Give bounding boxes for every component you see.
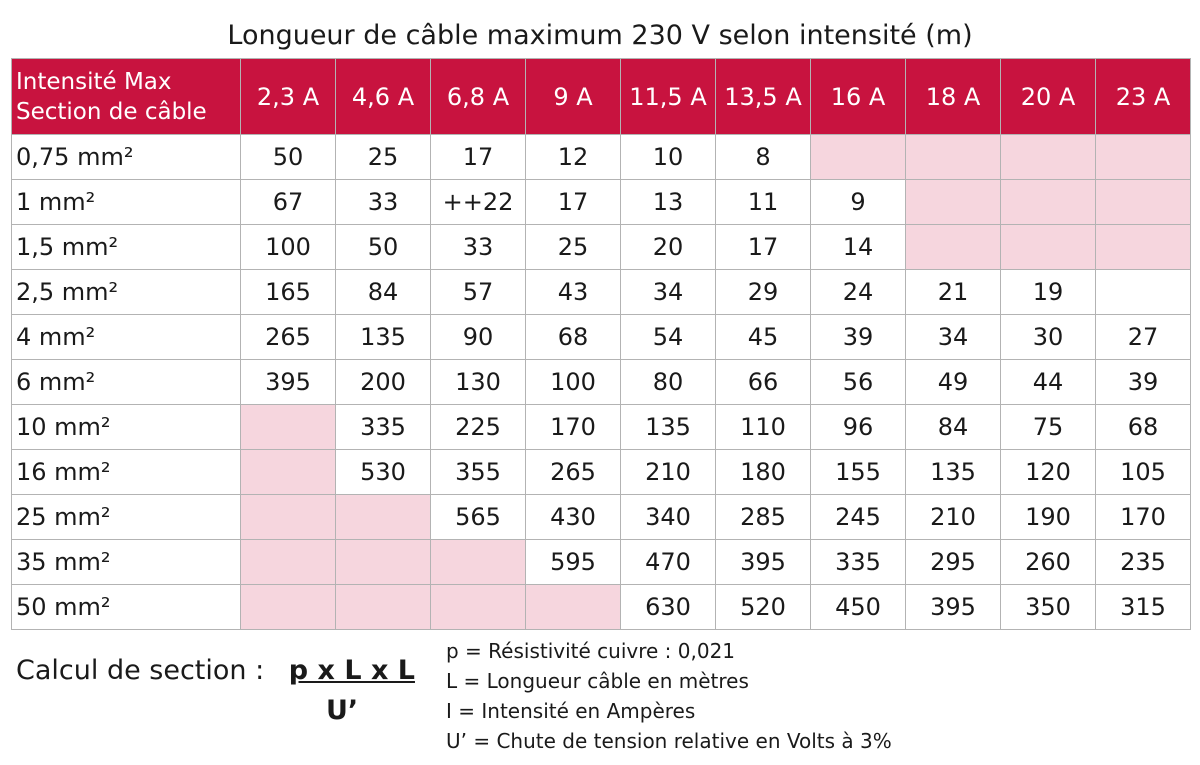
column-header: 6,8 A	[431, 59, 526, 135]
length-cell: 27	[1096, 315, 1191, 360]
length-cell: 39	[811, 315, 906, 360]
length-cell: 285	[716, 495, 811, 540]
cable-length-table	[11, 58, 1191, 630]
row-header-section: 1 mm²	[12, 180, 241, 225]
length-cell: 595	[526, 540, 621, 585]
length-cell: 17	[716, 225, 811, 270]
unavailable-cell	[906, 225, 1001, 270]
length-cell: 24	[811, 270, 906, 315]
unavailable-cell	[336, 540, 431, 585]
legend-item-resistivity: p = Résistivité cuivre : 0,021	[446, 639, 736, 663]
unavailable-cell	[241, 585, 336, 630]
length-cell: 265	[241, 315, 336, 360]
unavailable-cell	[1001, 180, 1096, 225]
table-row	[12, 495, 1191, 540]
length-cell: 130	[431, 360, 526, 405]
column-header: 2,3 A	[241, 59, 336, 135]
legend-item-length: L = Longueur câble en mètres	[446, 669, 749, 693]
length-cell: 19	[1001, 270, 1096, 315]
length-cell: 84	[906, 405, 1001, 450]
length-cell: 235	[1096, 540, 1191, 585]
length-cell: 135	[336, 315, 431, 360]
length-cell: 84	[336, 270, 431, 315]
table-row	[12, 450, 1191, 495]
unavailable-cell	[1096, 225, 1191, 270]
table-row	[12, 315, 1191, 360]
length-cell: 13	[621, 180, 716, 225]
length-cell: 335	[811, 540, 906, 585]
table-body	[12, 135, 1191, 630]
row-header-section: 50 mm²	[12, 585, 241, 630]
unavailable-cell	[431, 540, 526, 585]
length-cell: 190	[1001, 495, 1096, 540]
table-row	[12, 135, 1191, 180]
unavailable-cell	[526, 585, 621, 630]
length-cell: 335	[336, 405, 431, 450]
length-cell: 75	[1001, 405, 1096, 450]
table-row	[12, 540, 1191, 585]
length-cell: 68	[1096, 405, 1191, 450]
length-cell: 25	[526, 225, 621, 270]
length-cell: 355	[431, 450, 526, 495]
row-header-section: 25 mm²	[12, 495, 241, 540]
length-cell: 14	[811, 225, 906, 270]
row-header-section: 4 mm²	[12, 315, 241, 360]
length-cell: 565	[431, 495, 526, 540]
length-cell: 450	[811, 585, 906, 630]
row-header-section: 10 mm²	[12, 405, 241, 450]
length-cell: 68	[526, 315, 621, 360]
length-cell: 25	[336, 135, 431, 180]
length-cell: 340	[621, 495, 716, 540]
table-row	[12, 405, 1191, 450]
row-header-section: 0,75 mm²	[12, 135, 241, 180]
length-cell: 430	[526, 495, 621, 540]
length-cell: 170	[1096, 495, 1191, 540]
corner-label-section: Section de câble	[16, 98, 207, 125]
row-header-section: 2,5 mm²	[12, 270, 241, 315]
length-cell: 80	[621, 360, 716, 405]
length-cell: 33	[336, 180, 431, 225]
length-cell: 17	[431, 135, 526, 180]
row-header-section: 6 mm²	[12, 360, 241, 405]
column-header: 23 A	[1096, 59, 1191, 135]
table-header-row	[12, 59, 1191, 135]
length-cell: 210	[906, 495, 1001, 540]
length-cell: 100	[241, 225, 336, 270]
unavailable-cell	[336, 495, 431, 540]
column-header: 9 A	[526, 59, 621, 135]
length-cell: 9	[811, 180, 906, 225]
table-row	[12, 180, 1191, 225]
length-cell: 630	[621, 585, 716, 630]
unavailable-cell	[241, 495, 336, 540]
length-cell: 225	[431, 405, 526, 450]
length-cell: 45	[716, 315, 811, 360]
length-cell: 120	[1001, 450, 1096, 495]
length-cell: 135	[906, 450, 1001, 495]
length-cell: 11	[716, 180, 811, 225]
unavailable-cell	[1096, 135, 1191, 180]
length-cell: 105	[1096, 450, 1191, 495]
row-header-section: 16 mm²	[12, 450, 241, 495]
length-cell: 155	[811, 450, 906, 495]
length-cell: 180	[716, 450, 811, 495]
length-cell: 100	[526, 360, 621, 405]
column-header: 18 A	[906, 59, 1001, 135]
table-row	[12, 585, 1191, 630]
row-header-section: 1,5 mm²	[12, 225, 241, 270]
length-cell: 8	[716, 135, 811, 180]
column-header: 16 A	[811, 59, 906, 135]
legend-item-intensity: I = Intensité en Ampères	[446, 699, 696, 723]
length-cell: 530	[336, 450, 431, 495]
length-cell: 56	[811, 360, 906, 405]
length-cell: 50	[241, 135, 336, 180]
unavailable-cell	[811, 135, 906, 180]
unavailable-cell	[1001, 225, 1096, 270]
row-header-section: 35 mm²	[12, 540, 241, 585]
length-cell: 245	[811, 495, 906, 540]
length-cell: 10	[621, 135, 716, 180]
length-cell: ++22	[431, 180, 526, 225]
column-header: 4,6 A	[336, 59, 431, 135]
section-formula	[16, 655, 415, 726]
length-cell: 395	[716, 540, 811, 585]
formula-numerator: p x L x L	[288, 655, 415, 686]
length-cell: 350	[1001, 585, 1096, 630]
length-cell: 30	[1001, 315, 1096, 360]
length-cell: 200	[336, 360, 431, 405]
length-cell: 395	[906, 585, 1001, 630]
unavailable-cell	[906, 180, 1001, 225]
length-cell: 44	[1001, 360, 1096, 405]
length-cell: 12	[526, 135, 621, 180]
length-cell: 29	[716, 270, 811, 315]
formula-label: Calcul de section :	[16, 655, 265, 686]
length-cell: 170	[526, 405, 621, 450]
length-cell: 165	[241, 270, 336, 315]
unavailable-cell	[1001, 135, 1096, 180]
length-cell: 520	[716, 585, 811, 630]
column-header: 11,5 A	[621, 59, 716, 135]
length-cell: 34	[906, 315, 1001, 360]
length-cell: 96	[811, 405, 906, 450]
length-cell: 21	[906, 270, 1001, 315]
length-cell: 315	[1096, 585, 1191, 630]
length-cell: 470	[621, 540, 716, 585]
length-cell: 395	[241, 360, 336, 405]
corner-label-intensity: Intensité Max	[16, 68, 172, 95]
length-cell: 50	[336, 225, 431, 270]
length-cell: 295	[906, 540, 1001, 585]
unavailable-cell	[431, 585, 526, 630]
length-cell: 57	[431, 270, 526, 315]
length-cell: 210	[621, 450, 716, 495]
length-cell: 265	[526, 450, 621, 495]
unavailable-cell	[241, 405, 336, 450]
length-cell: 17	[526, 180, 621, 225]
table-row	[12, 270, 1191, 315]
table-row	[12, 360, 1191, 405]
length-cell: 110	[716, 405, 811, 450]
column-header: 13,5 A	[716, 59, 811, 135]
length-cell: 260	[1001, 540, 1096, 585]
length-cell: 66	[716, 360, 811, 405]
length-cell: 39	[1096, 360, 1191, 405]
length-cell: 54	[621, 315, 716, 360]
length-cell: 20	[621, 225, 716, 270]
length-cell: 33	[431, 225, 526, 270]
unavailable-cell	[906, 135, 1001, 180]
length-cell: 135	[621, 405, 716, 450]
corner-header	[12, 59, 241, 135]
unavailable-cell	[1096, 180, 1191, 225]
unavailable-cell	[241, 450, 336, 495]
page-title: Longueur de câble maximum 230 V selon intensité (m)	[227, 20, 973, 51]
length-cell: 90	[431, 315, 526, 360]
unavailable-cell	[336, 585, 431, 630]
length-cell	[1096, 270, 1191, 315]
formula-legend	[446, 636, 892, 756]
column-header: 20 A	[1001, 59, 1096, 135]
length-cell: 49	[906, 360, 1001, 405]
formula-denominator: U’	[326, 695, 359, 726]
length-cell: 43	[526, 270, 621, 315]
legend-item-voltage-drop: U’ = Chute de tension relative en Volts à 3%	[446, 729, 892, 753]
table-row	[12, 225, 1191, 270]
length-cell: 67	[241, 180, 336, 225]
length-cell: 34	[621, 270, 716, 315]
unavailable-cell	[241, 540, 336, 585]
